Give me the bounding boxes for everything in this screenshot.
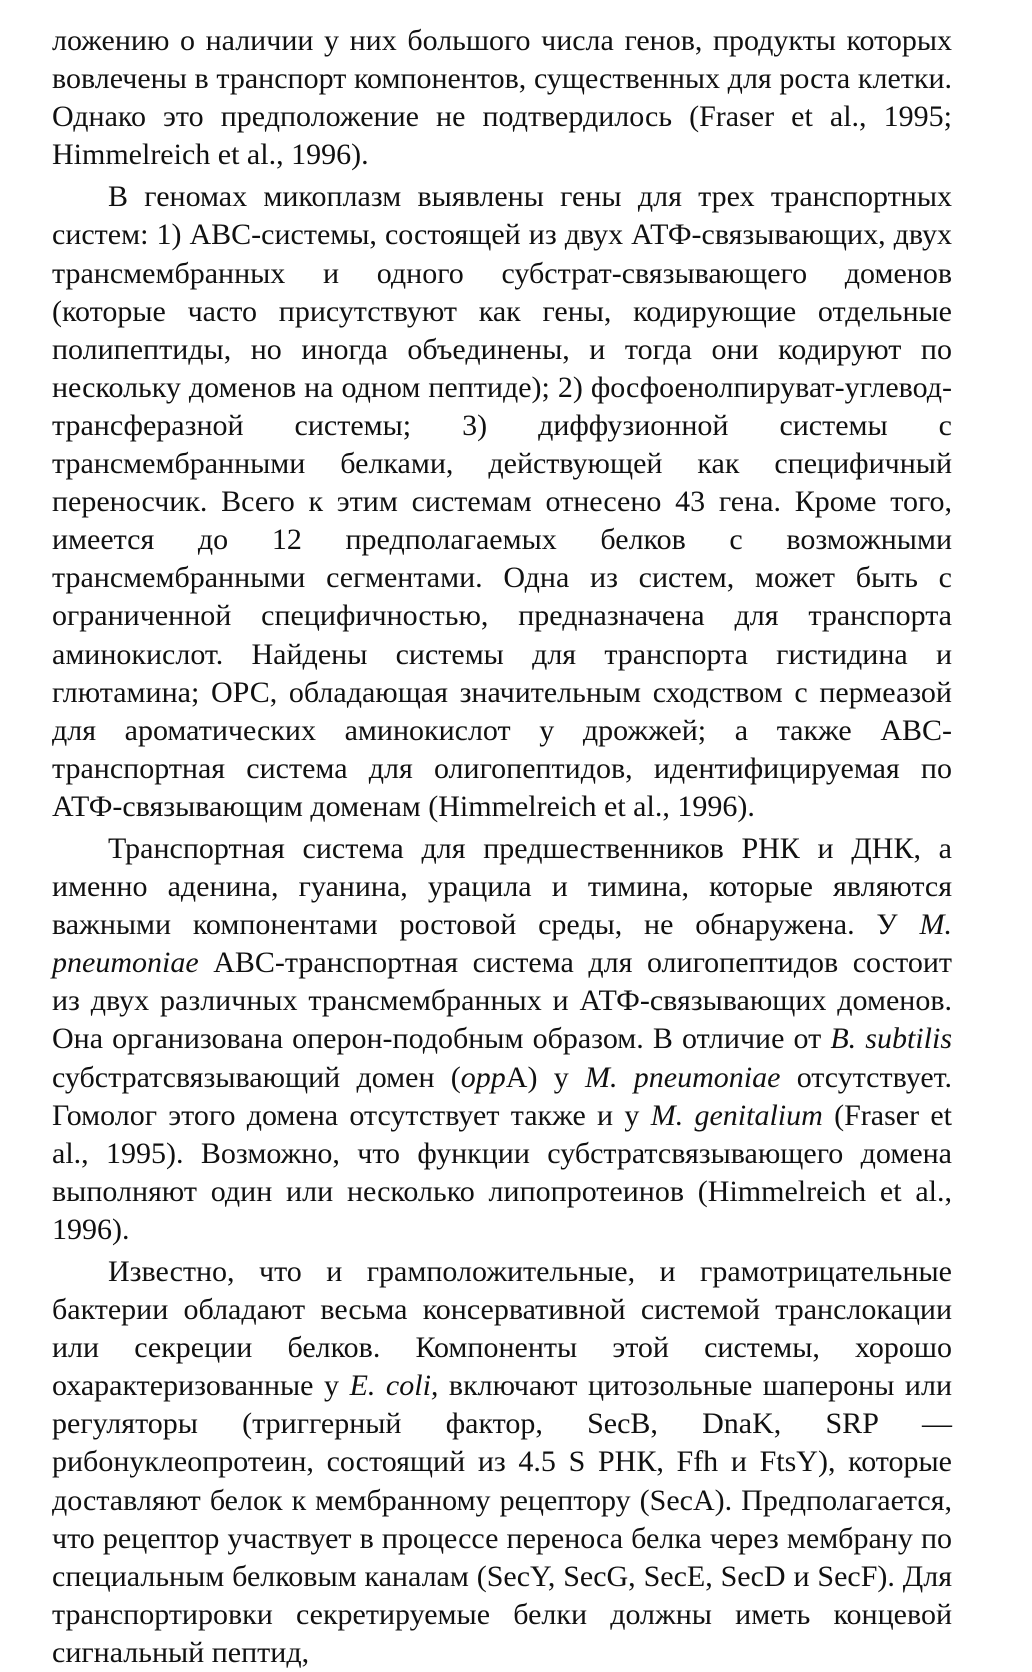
paragraph-continuation [52,22,952,174]
text-run: ложению о наличии у них большого числа генов, продукты которых вовлечены в транспорт компонентов, существенных для роста клетки. Однако это предположение не подтвердилось (Fraser et al., 1995; Himmelreich et al., 1996). [52,24,952,172]
text-run: Транспортная система для предшественников РНК и ДНК, а именно аденина, гуанина, урацила и тимина, которые являются важными компонентами ростовой среды, не обнаружена. У [52,831,952,942]
italic-term: E. coli, [349,1369,439,1403]
italic-term: M. genitalium [650,1098,823,1132]
text-run: (Fraser et al., 1995). Возможно, что функции субстратсвязывающего домена выполняют один или несколько липопротеинов (Himmelreich et al., 1996). [52,1098,953,1246]
text-run: отсутствует. Гомолог этого домена отсутствует также и у [52,1060,953,1132]
text-run: АВС-транспортная система для олигопептидов состоит из двух различных трансмембранных и АТФ-связывающих доменов. Она организована оперон-подобным образом. В отличие от [52,946,952,1056]
italic-term: opp [460,1060,506,1094]
italic-term: M. pneumoniae [585,1060,781,1094]
paragraph-rna-dna-precursors [52,830,952,1249]
page-text [52,22,952,1672]
italic-term: M. pneumoniae [52,908,952,980]
text-run: A) у [505,1060,586,1094]
italic-term: B. subtilis [830,1022,952,1056]
paragraph-protein-secretion [52,1253,952,1672]
text-run: В геномах микоплазм выявлены гены для трех транспортных систем: 1) АВС-системы, состоящей из двух АТФ-связывающих, двух трансмембранных и одного субстрат-связывающего доменов (которые часто присутствуют как гены, кодирующие отдельные полипептиды, но иногда объединены, и тогда они кодируют по нескольку доменов на одном пептиде); 2) фосфоенолпируват-углевод-трансферазной системы; 3) диффузионной системы с трансмембранными белками, действующей как специфичный переносчик. Всего к этим системам отнесено 43 гена. Кроме того, имеется до 12 предполагаемых белков с возможными трансмембранными сегментами. Одна из систем, может быть с ограниченной специфичностью, предназначена для транспорта аминокислот. Найдены системы для транспорта гистидина и глютамина; ОРС, обладающая значительным сходством с пермеазой для ароматических аминокислот у дрожжей; а также АВС-транспортная система для олигопептидов, идентифицируемая по АТФ-связывающим доменам (Himmelreich et al., 1996). [52,180,952,823]
text-run: включают цитозольные шапероны или регуляторы (триггерный фактор, SecB, DnaK, SRP — рибонуклеопротеин, состоящий из 4.5 S РНК, Ffh и FtsY), которые доставляют белок к мембранному рецептору (SecA). Предполагается, что рецептор участвует в процессе переноса белка через мембрану по специальным белковым каналам (SecY, SecG, SecE, SecD и SecF). Для транспортировки секретируемые белки должны иметь концевой сигнальный пептид, [52,1369,952,1669]
text-run: субстратсвязывающий домен ( [52,1060,461,1094]
text-run: Известно, что и грамположительные, и грамотрицательные бактерии обладают весьма консервативной системой транслокации или секреции белков. Компоненты этой системы, хорошо охарактеризованные у [52,1255,952,1403]
paragraph-transport-systems [52,178,952,826]
